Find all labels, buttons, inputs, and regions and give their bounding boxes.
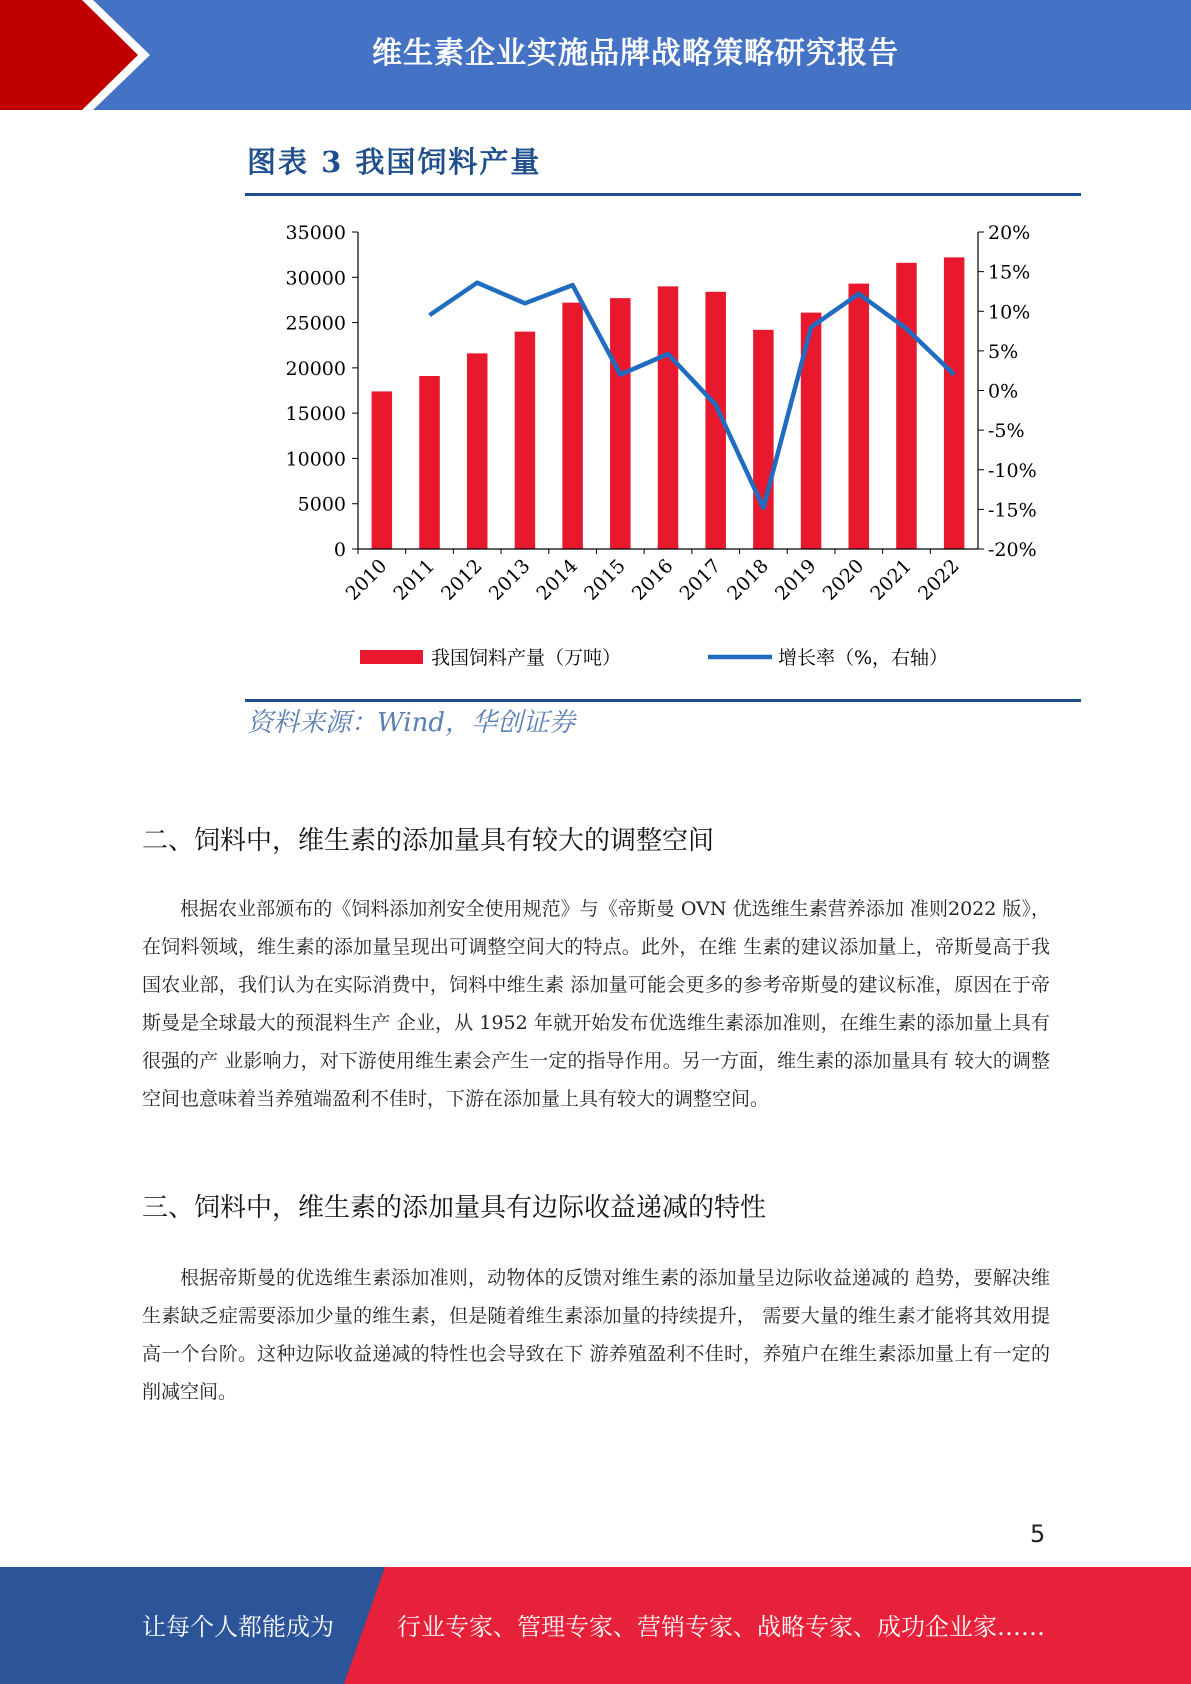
text-line: 的指导作用。另一方面，维生素的添加量具有 较大的调整空间也意味着当养殖端盈利不佳时，下 bbox=[142, 1050, 1050, 1110]
bar bbox=[372, 391, 393, 549]
bar bbox=[562, 303, 583, 549]
x-tick-label: 2013 bbox=[484, 554, 535, 605]
bar bbox=[658, 286, 679, 549]
y-left-tick-label: 25000 bbox=[285, 312, 346, 335]
section-heading-2: 二、饲料中，维生素的添加量具有较大的调整空间 bbox=[142, 826, 715, 856]
x-tick-label: 2020 bbox=[818, 554, 869, 605]
x-tick-label: 2018 bbox=[723, 554, 773, 605]
bar bbox=[467, 353, 488, 549]
footer-slogan-left: 让每个人都能成为 bbox=[142, 1613, 334, 1641]
bar bbox=[896, 263, 917, 549]
x-tick-label: 2010 bbox=[341, 554, 392, 605]
text-line: 的维生素才能将其效用提高一个台阶。这种边际收益递减的特性也会导致在下 游养殖盈利不佳 bbox=[142, 1305, 1050, 1365]
y-left-tick-label: 20000 bbox=[285, 357, 346, 380]
page-footer bbox=[0, 1567, 1191, 1684]
bar bbox=[944, 257, 965, 549]
text-line: 根据农业部颁布的《饲料添加剂安全使用规范》与《帝斯曼 OVN 优选维生素营养添加 准则 bbox=[180, 898, 948, 920]
page-number: 5 bbox=[1030, 1520, 1046, 1548]
x-tick-label: 2016 bbox=[627, 554, 678, 605]
y-right-tick-label: 20% bbox=[988, 222, 1031, 244]
chart-legend bbox=[360, 647, 948, 669]
text-line: 势，要解决维生素缺乏症需要添加少量的维生素，但是随着维生素添加量的持续提升， 需要大量 bbox=[142, 1267, 1050, 1327]
x-tick-label: 2017 bbox=[675, 554, 726, 605]
text-line: 2022 版》，在饲料领域，维生素的添加量呈现出可调整空间大的特点。此外，在维 生素的建议添 bbox=[142, 898, 1050, 958]
legend-label-bar: 我国饲料产量（万吨） bbox=[431, 647, 622, 669]
footer-slogan-right: 行业专家、管理专家、营销专家、战略专家、成功企业家…… bbox=[397, 1613, 1045, 1641]
text-line: 时，养殖户在维生素添加量上有一定的削减空间。 bbox=[142, 1343, 1050, 1403]
bar bbox=[753, 330, 774, 549]
bar bbox=[849, 284, 870, 549]
paragraph-2 bbox=[142, 890, 1050, 1118]
report-title: 维生素企业实施品牌战略策略研究报告 bbox=[372, 36, 899, 71]
text-line: 考帝斯曼的建议标准，原因在于帝斯曼是全球最大的预混料生产 企业，从 1952 年就开始发布优 bbox=[142, 974, 1050, 1034]
y-right-tick-label: 0% bbox=[988, 380, 1019, 403]
x-tick-label: 2015 bbox=[580, 554, 630, 605]
y-right-tick-label: 10% bbox=[988, 301, 1031, 324]
bars-layer bbox=[372, 257, 965, 549]
y-left-tick-label: 35000 bbox=[285, 222, 346, 244]
y-left-tick-label: 30000 bbox=[285, 267, 346, 290]
text-line: 选维生素添加准则，在维生素的添加量上具有很强的产 业影响力，对下游使用维生素会产生一定 bbox=[142, 1012, 1050, 1072]
figure-top-rule bbox=[245, 193, 1081, 196]
y-right-tick-label: -20% bbox=[988, 539, 1037, 561]
figure-source: 资料来源：Wind，华创证券 bbox=[247, 708, 575, 738]
y-left-tick-label: 5000 bbox=[297, 493, 346, 516]
text-line: 根据帝斯曼的优选维生素添加准则，动物体的反馈对维生素的添加量呈边际收益递减的 趋 bbox=[180, 1267, 935, 1289]
y-right-tick-label: -15% bbox=[988, 499, 1037, 522]
y-right-tick-label: 15% bbox=[988, 261, 1031, 284]
x-tick-label: 2021 bbox=[866, 554, 916, 605]
text-line: 游在添加量上具有较大的调整空间。 bbox=[465, 1088, 770, 1110]
paragraph-3 bbox=[142, 1259, 1050, 1411]
figure-title: 图表 3 我国饲料产量 bbox=[247, 145, 542, 179]
x-tick-label: 2019 bbox=[770, 554, 821, 605]
x-tick-label: 2014 bbox=[532, 554, 583, 605]
legend-label-line: 增长率（%，右轴） bbox=[778, 647, 949, 669]
x-tick-label: 2022 bbox=[913, 554, 964, 605]
bar bbox=[419, 376, 440, 549]
bar bbox=[515, 332, 536, 549]
growth-line bbox=[430, 283, 955, 508]
page-header bbox=[0, 0, 1191, 110]
bar bbox=[610, 298, 631, 549]
y-right-tick-label: 5% bbox=[988, 340, 1019, 363]
y-left-tick-label: 10000 bbox=[285, 448, 346, 471]
y-right-tick-label: -5% bbox=[988, 420, 1025, 443]
y-left-tick-label: 0 bbox=[333, 539, 346, 561]
legend-swatch-bar bbox=[360, 650, 423, 664]
line-layer bbox=[429, 283, 954, 508]
text-line: 加量上，帝斯曼高于我国农业部，我们认为在实际消费中，饲料中维生素 添加量可能会更多的参 bbox=[142, 936, 1050, 996]
x-tick-label: 2011 bbox=[389, 554, 440, 605]
section-heading-3: 三、饲料中，维生素的添加量具有边际收益递减的特性 bbox=[142, 1193, 767, 1223]
feed-production-chart bbox=[245, 200, 1081, 695]
y-left-tick-label: 15000 bbox=[285, 403, 346, 426]
x-tick-label: 2012 bbox=[437, 554, 487, 605]
y-right-tick-label: -10% bbox=[988, 459, 1037, 482]
